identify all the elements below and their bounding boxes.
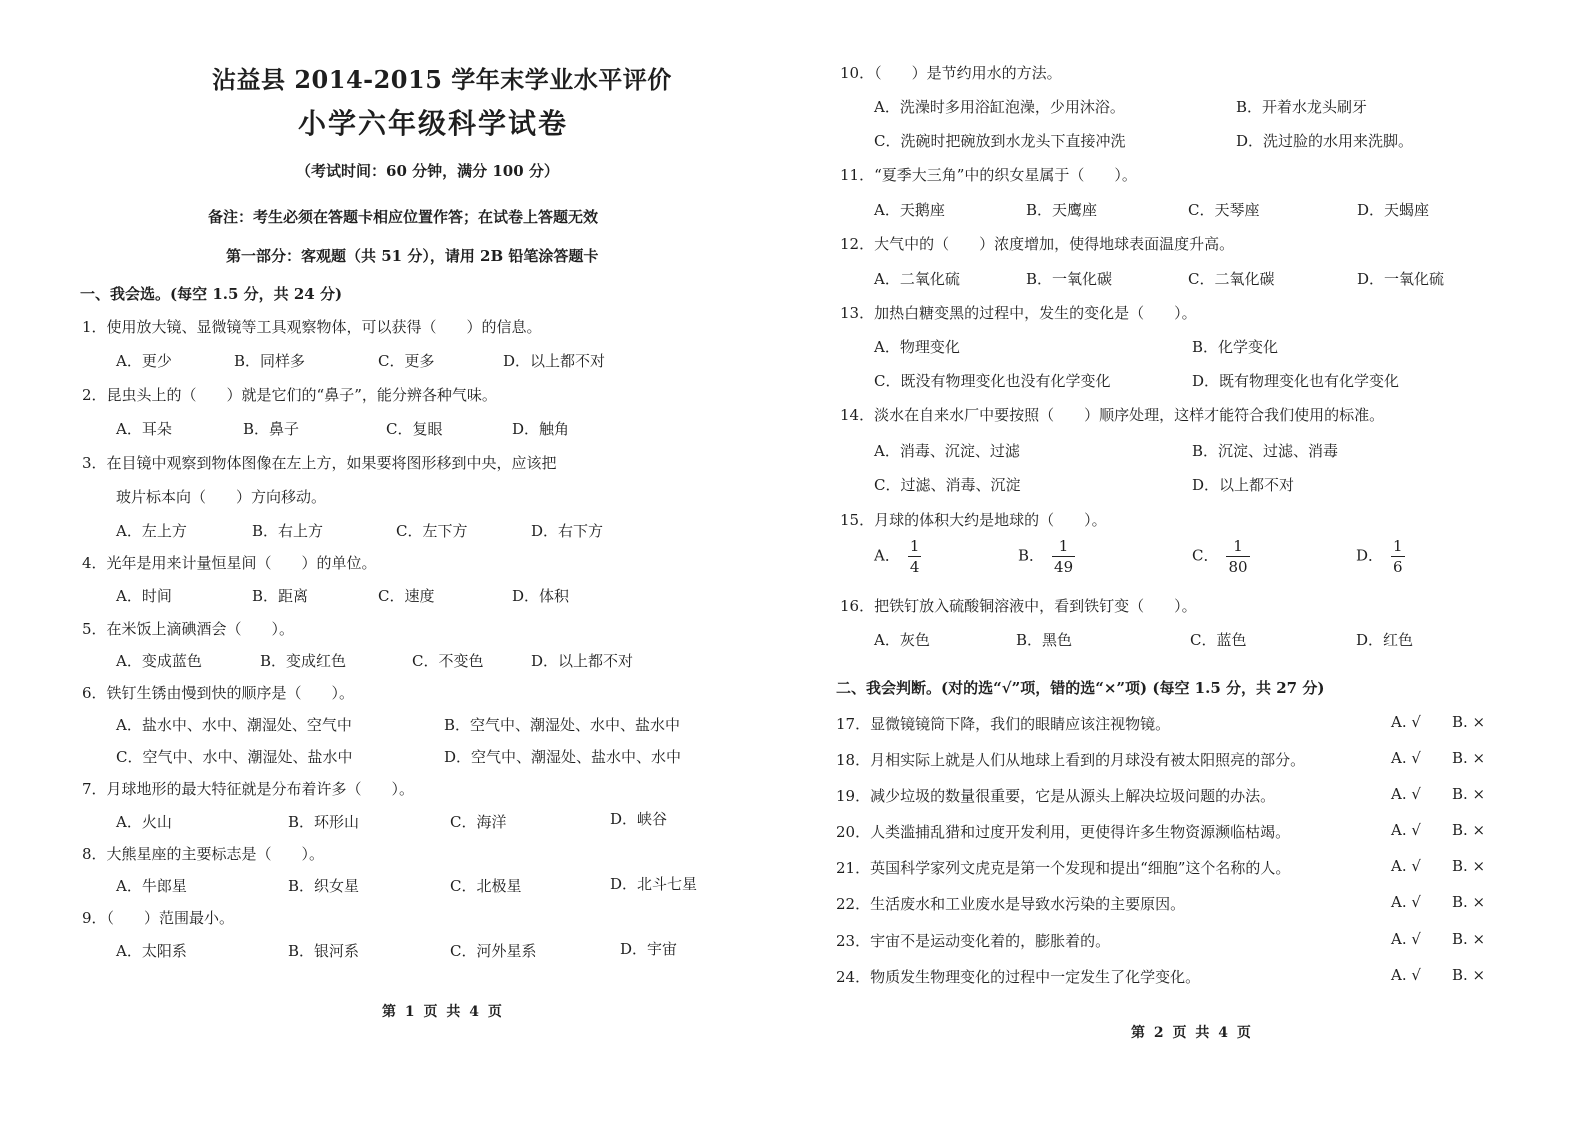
exam-page-1 <box>0 0 790 1122</box>
question-10-stem: 10．（ ）是节约用水的方法。 <box>840 64 1062 82</box>
question-14-option-a: A．消毒、沉淀、过滤 <box>874 442 1020 460</box>
question-19-stem: 19．减少垃圾的数量很重要，它是从源头上解决垃圾问题的办法。 <box>836 787 1276 805</box>
question-6-option-d: D．空气中、潮湿处、盐水中、水中 <box>444 748 682 766</box>
question-20-option-true: A. √ <box>1391 821 1421 839</box>
question-9-option-b: B．银河系 <box>288 942 360 960</box>
question-16-option-a: A．灰色 <box>874 631 930 649</box>
question-1-option-c: C．更多 <box>378 352 435 370</box>
option-label: B． <box>1018 546 1045 565</box>
question-24-option-true: A. √ <box>1391 966 1421 984</box>
question-7-option-b: B．环形山 <box>288 813 360 831</box>
question-3-stem-line2: 玻片标本向（ ）方向移动。 <box>116 488 327 506</box>
option-label: C． <box>1192 546 1219 565</box>
fraction-denominator: 4 <box>909 558 920 576</box>
exam-title-line2: 小学六年级科学试卷 <box>298 107 569 140</box>
question-3-option-d: D．右下方 <box>531 522 604 540</box>
exam-info: （考试时间：60 分钟，满分 100 分） <box>296 162 559 180</box>
fraction-numerator: 1 <box>909 537 920 555</box>
question-16-stem: 16．把铁钉放入硫酸铜溶液中，看到铁钉变（ ）。 <box>840 597 1197 615</box>
question-4-option-b: B．距离 <box>252 587 309 605</box>
question-14-option-d: D．以上都不对 <box>1192 476 1295 494</box>
question-5-option-c: C．不变色 <box>412 652 484 670</box>
question-23-stem: 23．宇宙不是运动变化着的，膨胀着的。 <box>836 932 1111 950</box>
question-2-option-b: B．鼻子 <box>243 420 300 438</box>
question-15-stem: 15．月球的体积大约是地球的（ ）。 <box>840 511 1107 529</box>
question-6-option-c: C．空气中、水中、潮湿处、盐水中 <box>116 748 353 766</box>
question-1-option-d: D．以上都不对 <box>503 352 606 370</box>
exam-page-2 <box>790 0 1587 1122</box>
question-1-option-b: B．同样多 <box>234 352 306 370</box>
question-2-stem: 2．昆虫头上的（ ）就是它们的“鼻子”，能分辨各种气味。 <box>82 386 497 404</box>
question-2-option-d: D．触角 <box>512 420 570 438</box>
question-17-option-true: A. √ <box>1391 713 1421 731</box>
question-4-stem: 4．光年是用来计量恒星间（ ）的单位。 <box>82 554 377 572</box>
page-2-footer: 第 2 页 共 4 页 <box>1131 1025 1253 1041</box>
question-1-option-a: A．更少 <box>116 352 172 370</box>
question-13-option-a: A．物理变化 <box>874 338 960 356</box>
question-3-option-b: B．右上方 <box>252 522 324 540</box>
question-16-option-b: B．黑色 <box>1016 631 1073 649</box>
question-7-option-c: C．海洋 <box>450 813 507 831</box>
question-14-option-b: B．沉淀、过滤、消毒 <box>1192 442 1339 460</box>
fraction-denominator: 80 <box>1228 558 1248 576</box>
fraction-denominator: 6 <box>1393 558 1403 576</box>
section1-header: 一、我会选。(每空 1.5 分，共 24 分) <box>80 285 343 303</box>
question-5-option-a: A．变成蓝色 <box>116 652 202 670</box>
question-7-stem: 7．月球地形的最大特征就是分布着许多（ ）。 <box>82 780 415 798</box>
question-4-option-d: D．体积 <box>512 587 570 605</box>
question-12-option-c: C．二氧化碳 <box>1188 270 1275 288</box>
question-18-option-false: B. × <box>1452 749 1486 767</box>
question-10-option-a: A．洗澡时多用浴缸泡澡，少用沐浴。 <box>874 98 1125 116</box>
question-21-stem: 21．英国科学家列文虎克是第一个发现和提出“细胞”这个名称的人。 <box>836 859 1291 877</box>
question-10-option-d: D．洗过脸的水用来洗脚。 <box>1236 132 1414 150</box>
option-label: D． <box>1356 546 1384 565</box>
question-15-option-d <box>1356 536 1405 577</box>
question-7-option-a: A．火山 <box>116 813 172 831</box>
question-6-option-a: A．盐水中、水中、潮湿处、空气中 <box>116 716 352 734</box>
question-6-option-b: B．空气中、潮湿处、水中、盐水中 <box>444 716 681 734</box>
question-21-option-false: B. × <box>1452 857 1486 875</box>
question-13-stem: 13．加热白糖变黑的过程中，发生的变化是（ ）。 <box>840 304 1197 322</box>
fraction <box>908 536 922 577</box>
question-22-option-false: B. × <box>1452 893 1486 911</box>
section2-header: 二、我会判断。(对的选“√”项，错的选“×”项) (每空 1.5 分，共 27 分) <box>836 679 1325 697</box>
option-label: A． <box>874 546 900 565</box>
question-11-option-d: D．天蝎座 <box>1357 201 1430 219</box>
fraction-numerator: 1 <box>1233 537 1243 555</box>
question-6-stem: 6．铁钉生锈由慢到快的顺序是（ ）。 <box>82 684 355 702</box>
question-7-option-d: D．峡谷 <box>610 810 668 828</box>
question-10-option-c: C．洗碗时把碗放到水龙头下直接冲洗 <box>874 132 1126 150</box>
question-19-option-false: B. × <box>1452 785 1486 803</box>
question-23-option-true: A. √ <box>1391 930 1421 948</box>
question-9-stem: 9．（ ）范围最小。 <box>82 909 235 927</box>
question-14-stem: 14．淡水在自来水厂中要按照（ ）顺序处理，这样才能符合我们使用的标准。 <box>840 406 1385 424</box>
question-17-option-false: B. × <box>1452 713 1486 731</box>
question-22-option-true: A. √ <box>1391 893 1421 911</box>
question-12-option-b: B．一氧化碳 <box>1026 270 1113 288</box>
question-16-option-d: D．红色 <box>1356 631 1414 649</box>
question-9-option-a: A．太阳系 <box>116 942 187 960</box>
question-16-option-c: C．蓝色 <box>1190 631 1247 649</box>
question-8-stem: 8．大熊星座的主要标志是（ ）。 <box>82 845 325 863</box>
question-15-option-b <box>1018 536 1075 577</box>
fraction <box>1391 536 1405 577</box>
exam-note: 备注：考生必须在答题卡相应位置作答；在试卷上答题无效 <box>208 208 599 226</box>
fraction-numerator: 1 <box>1393 537 1403 555</box>
question-23-option-false: B. × <box>1452 930 1486 948</box>
question-5-stem: 5．在米饭上滴碘酒会（ ）。 <box>82 620 295 638</box>
question-14-option-c: C．过滤、消毒、沉淀 <box>874 476 1021 494</box>
fraction <box>1052 536 1075 577</box>
question-8-option-c: C．北极星 <box>450 877 522 895</box>
fraction-denominator: 49 <box>1054 558 1074 576</box>
question-1-stem: 1．使用放大镜、显微镜等工具观察物体，可以获得（ ）的信息。 <box>82 318 542 336</box>
question-12-option-a: A．二氧化硫 <box>874 270 960 288</box>
question-13-option-d: D．既有物理变化也有化学变化 <box>1192 372 1400 390</box>
part1-header: 第一部分：客观题（共 51 分），请用 2B 铅笔涂答题卡 <box>226 247 599 265</box>
question-12-stem: 12．大气中的（ ）浓度增加，使得地球表面温度升高。 <box>840 235 1235 253</box>
question-18-stem: 18．月相实际上就是人们从地球上看到的月球没有被太阳照亮的部分。 <box>836 751 1306 769</box>
question-18-option-true: A. √ <box>1391 749 1421 767</box>
question-5-option-b: B．变成红色 <box>260 652 347 670</box>
question-11-stem: 11．“夏季大三角”中的织女星属于（ ）。 <box>840 166 1137 184</box>
question-12-option-d: D．一氧化硫 <box>1357 270 1445 288</box>
question-11-option-c: C．天琴座 <box>1188 201 1260 219</box>
fraction-numerator: 1 <box>1058 537 1069 555</box>
question-20-option-false: B. × <box>1452 821 1486 839</box>
question-3-option-c: C．左下方 <box>396 522 468 540</box>
question-5-option-d: D．以上都不对 <box>531 652 634 670</box>
question-8-option-b: B．织女星 <box>288 877 360 895</box>
question-10-option-b: B．开着水龙头刷牙 <box>1236 98 1368 116</box>
question-11-option-b: B．天鹰座 <box>1026 201 1098 219</box>
question-22-stem: 22．生活废水和工业废水是导致水污染的主要原因。 <box>836 895 1186 913</box>
question-9-option-d: D．宇宙 <box>620 940 678 958</box>
question-2-option-c: C．复眼 <box>386 420 443 438</box>
question-17-stem: 17．显微镜镜筒下降，我们的眼睛应该注视物镜。 <box>836 715 1171 733</box>
question-19-option-true: A. √ <box>1391 785 1421 803</box>
question-8-option-d: D．北斗七星 <box>610 875 698 893</box>
question-11-option-a: A．天鹅座 <box>874 201 945 219</box>
question-4-option-c: C．速度 <box>378 587 435 605</box>
question-9-option-c: C．河外星系 <box>450 942 537 960</box>
exam-title-line1: 沾益县 2014-2015 学年末学业水平评价 <box>212 65 672 94</box>
fraction <box>1226 536 1249 577</box>
question-24-stem: 24．物质发生物理变化的过程中一定发生了化学变化。 <box>836 968 1201 986</box>
question-4-option-a: A．时间 <box>116 587 172 605</box>
question-20-stem: 20．人类滥捕乱猎和过度开发利用，更使得许多生物资源濒临枯竭。 <box>836 823 1291 841</box>
question-13-option-c: C．既没有物理变化也没有化学变化 <box>874 372 1111 390</box>
question-3-option-a: A．左上方 <box>116 522 187 540</box>
question-21-option-true: A. √ <box>1391 857 1421 875</box>
question-15-option-c <box>1192 536 1250 577</box>
question-13-option-b: B．化学变化 <box>1192 338 1279 356</box>
question-8-option-a: A．牛郎星 <box>116 877 187 895</box>
question-24-option-false: B. × <box>1452 966 1486 984</box>
page-1-footer: 第 1 页 共 4 页 <box>382 1004 504 1020</box>
question-15-option-a <box>874 536 921 577</box>
question-2-option-a: A．耳朵 <box>116 420 172 438</box>
question-3-stem: 3．在目镜中观察到物体图像在左上方，如果要将图形移到中央，应该把 <box>82 454 557 472</box>
